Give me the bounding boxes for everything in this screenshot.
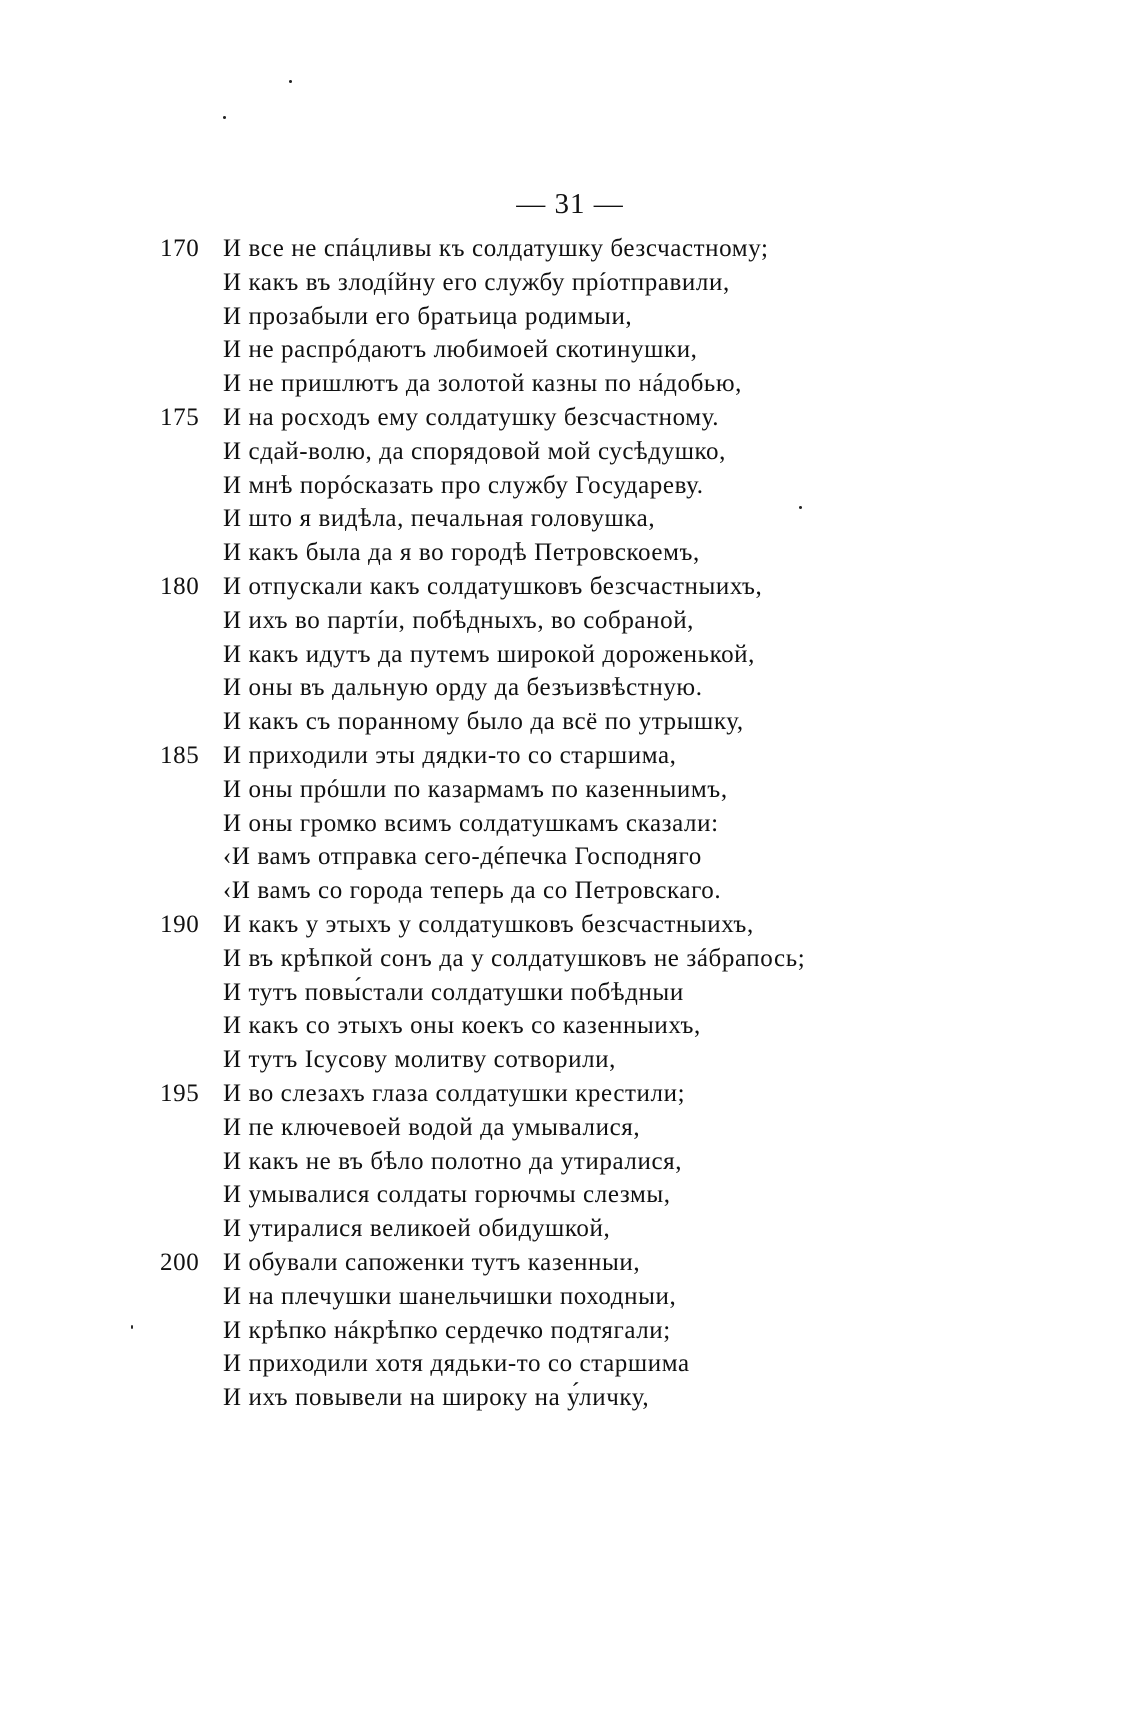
print-speck <box>223 116 226 119</box>
verse-text: И прозабыли его братьица родимыи, <box>223 302 633 330</box>
verse-text: И крѣпко нáкрѣпко сердечко подтягали; <box>223 1316 671 1344</box>
print-speck <box>131 1325 133 1329</box>
verse-line <box>160 908 1060 942</box>
verse-number: 200 <box>160 1248 200 1276</box>
verse-line <box>160 1246 1060 1280</box>
verse-text: И какъ не въ бѣло полотно да утиралися, <box>223 1147 683 1175</box>
verse-line <box>160 942 1060 976</box>
verse-line <box>160 671 1060 705</box>
page-number: — 31 — <box>516 188 624 220</box>
verse-text: И приходили эты дядки-то со старшима, <box>223 741 677 769</box>
verse-number: 195 <box>160 1079 200 1107</box>
verse-text: И оны въ дальную орду да безъизвѣстную. <box>223 674 703 702</box>
verse-line <box>160 1145 1060 1179</box>
verse-line <box>160 570 1060 604</box>
verse-line <box>160 976 1060 1010</box>
verse-text: И тутъ повы́стали солдатушки побѣдныи <box>223 978 684 1006</box>
verse-text: И оны громко всимъ солдатушкамъ сказали: <box>223 809 719 837</box>
verse-text: И на росходъ ему солдатушку безсчастному. <box>223 403 720 431</box>
verse-text: И утиралися великоей обидушкой, <box>223 1215 611 1243</box>
verse-text: И какъ со этыхъ оны коекъ со казенныихъ, <box>223 1012 701 1040</box>
verse-text: И какъ была да я во городѣ Петровскоемъ, <box>223 539 700 567</box>
verse-line <box>160 840 1060 874</box>
verse-line <box>160 638 1060 672</box>
poem-text <box>160 232 1060 1415</box>
verse-line <box>160 1314 1060 1348</box>
verse-line <box>160 1009 1060 1043</box>
verse-text: И во слезахъ глаза солдатушки крестили; <box>223 1079 686 1107</box>
verse-text: И отпускали какъ солдатушковъ безсчастныихъ, <box>223 572 763 600</box>
verse-text: И ихъ повывели на широку на у́личку, <box>223 1384 650 1412</box>
verse-line <box>160 773 1060 807</box>
verse-number: 180 <box>160 572 200 600</box>
verse-line <box>160 1178 1060 1212</box>
verse-number: 170 <box>160 235 200 262</box>
verse-line <box>160 333 1060 367</box>
verse-line <box>160 502 1060 536</box>
verse-line <box>160 469 1060 503</box>
verse-line <box>160 604 1060 638</box>
verse-line <box>160 739 1060 773</box>
verse-text: И на плечушки шанельчишки походныи, <box>223 1282 677 1310</box>
verse-text: И приходили хотя дядьки-то со старшима <box>223 1350 690 1378</box>
verse-text: И пе ключевоей водой да умывалися, <box>223 1113 641 1141</box>
verse-text: И какъ идутъ да путемъ широкой дороженькой, <box>223 640 756 668</box>
verse-line <box>160 401 1060 435</box>
verse-text: И умывалися солдаты горючмы слезмы, <box>223 1181 671 1209</box>
verse-line <box>160 536 1060 570</box>
verse-text: И какъ у этыхъ у солдатушковъ безсчастныихъ, <box>223 910 754 938</box>
print-speck <box>289 80 292 83</box>
verse-line <box>160 232 1060 266</box>
verse-line <box>160 1212 1060 1246</box>
verse-text: И обували сапоженки тутъ казенныи, <box>223 1248 641 1276</box>
verse-line <box>160 705 1060 739</box>
verse-line <box>160 1043 1060 1077</box>
verse-text: И какъ въ злодíйну его службу прíотправили, <box>223 268 730 296</box>
verse-text: И сдай-волю, да спорядовой мой сусѣдушко, <box>223 437 726 465</box>
verse-number: 190 <box>160 910 200 938</box>
verse-line <box>160 435 1060 469</box>
verse-line <box>160 1347 1060 1381</box>
verse-line <box>160 1381 1060 1415</box>
verse-line <box>160 874 1060 908</box>
verse-text: И што я видѣла, печальная головушка, <box>223 505 656 533</box>
verse-line <box>160 367 1060 401</box>
verse-text: И мнѣ порóсказать про службу Государеву. <box>223 471 704 499</box>
verse-text: ‹И вамъ отправка сего-дéпечка Господняго <box>223 843 702 871</box>
verse-text: И все не спáцливы къ солдатушку безсчастному; <box>223 235 769 262</box>
verse-text: И тутъ Iсусову молитву сотворили, <box>223 1046 616 1074</box>
verse-line <box>160 300 1060 334</box>
verse-line <box>160 1077 1060 1111</box>
verse-line <box>160 266 1060 300</box>
verse-line <box>160 807 1060 841</box>
verse-text: ‹И вамъ со города теперь да со Петровскаго. <box>223 877 722 905</box>
verse-text: И ихъ во партíи, побѣдныхъ, во собраной, <box>223 606 695 634</box>
verse-text: И оны прóшли по казармамъ по казенныимъ, <box>223 775 728 803</box>
verse-line <box>160 1111 1060 1145</box>
verse-text: И не пришлютъ да золотой казны по нáдобью, <box>223 370 743 398</box>
verse-text: И въ крѣпкой сонъ да у солдатушковъ не зáбрапось; <box>223 944 806 972</box>
verse-text: И какъ съ поранному было да всё по утрышку, <box>223 708 744 736</box>
verse-text: И не распрóдаютъ любимоей скотинушки, <box>223 336 698 364</box>
verse-number: 175 <box>160 403 200 431</box>
verse-line <box>160 1280 1060 1314</box>
verse-number: 185 <box>160 741 200 769</box>
